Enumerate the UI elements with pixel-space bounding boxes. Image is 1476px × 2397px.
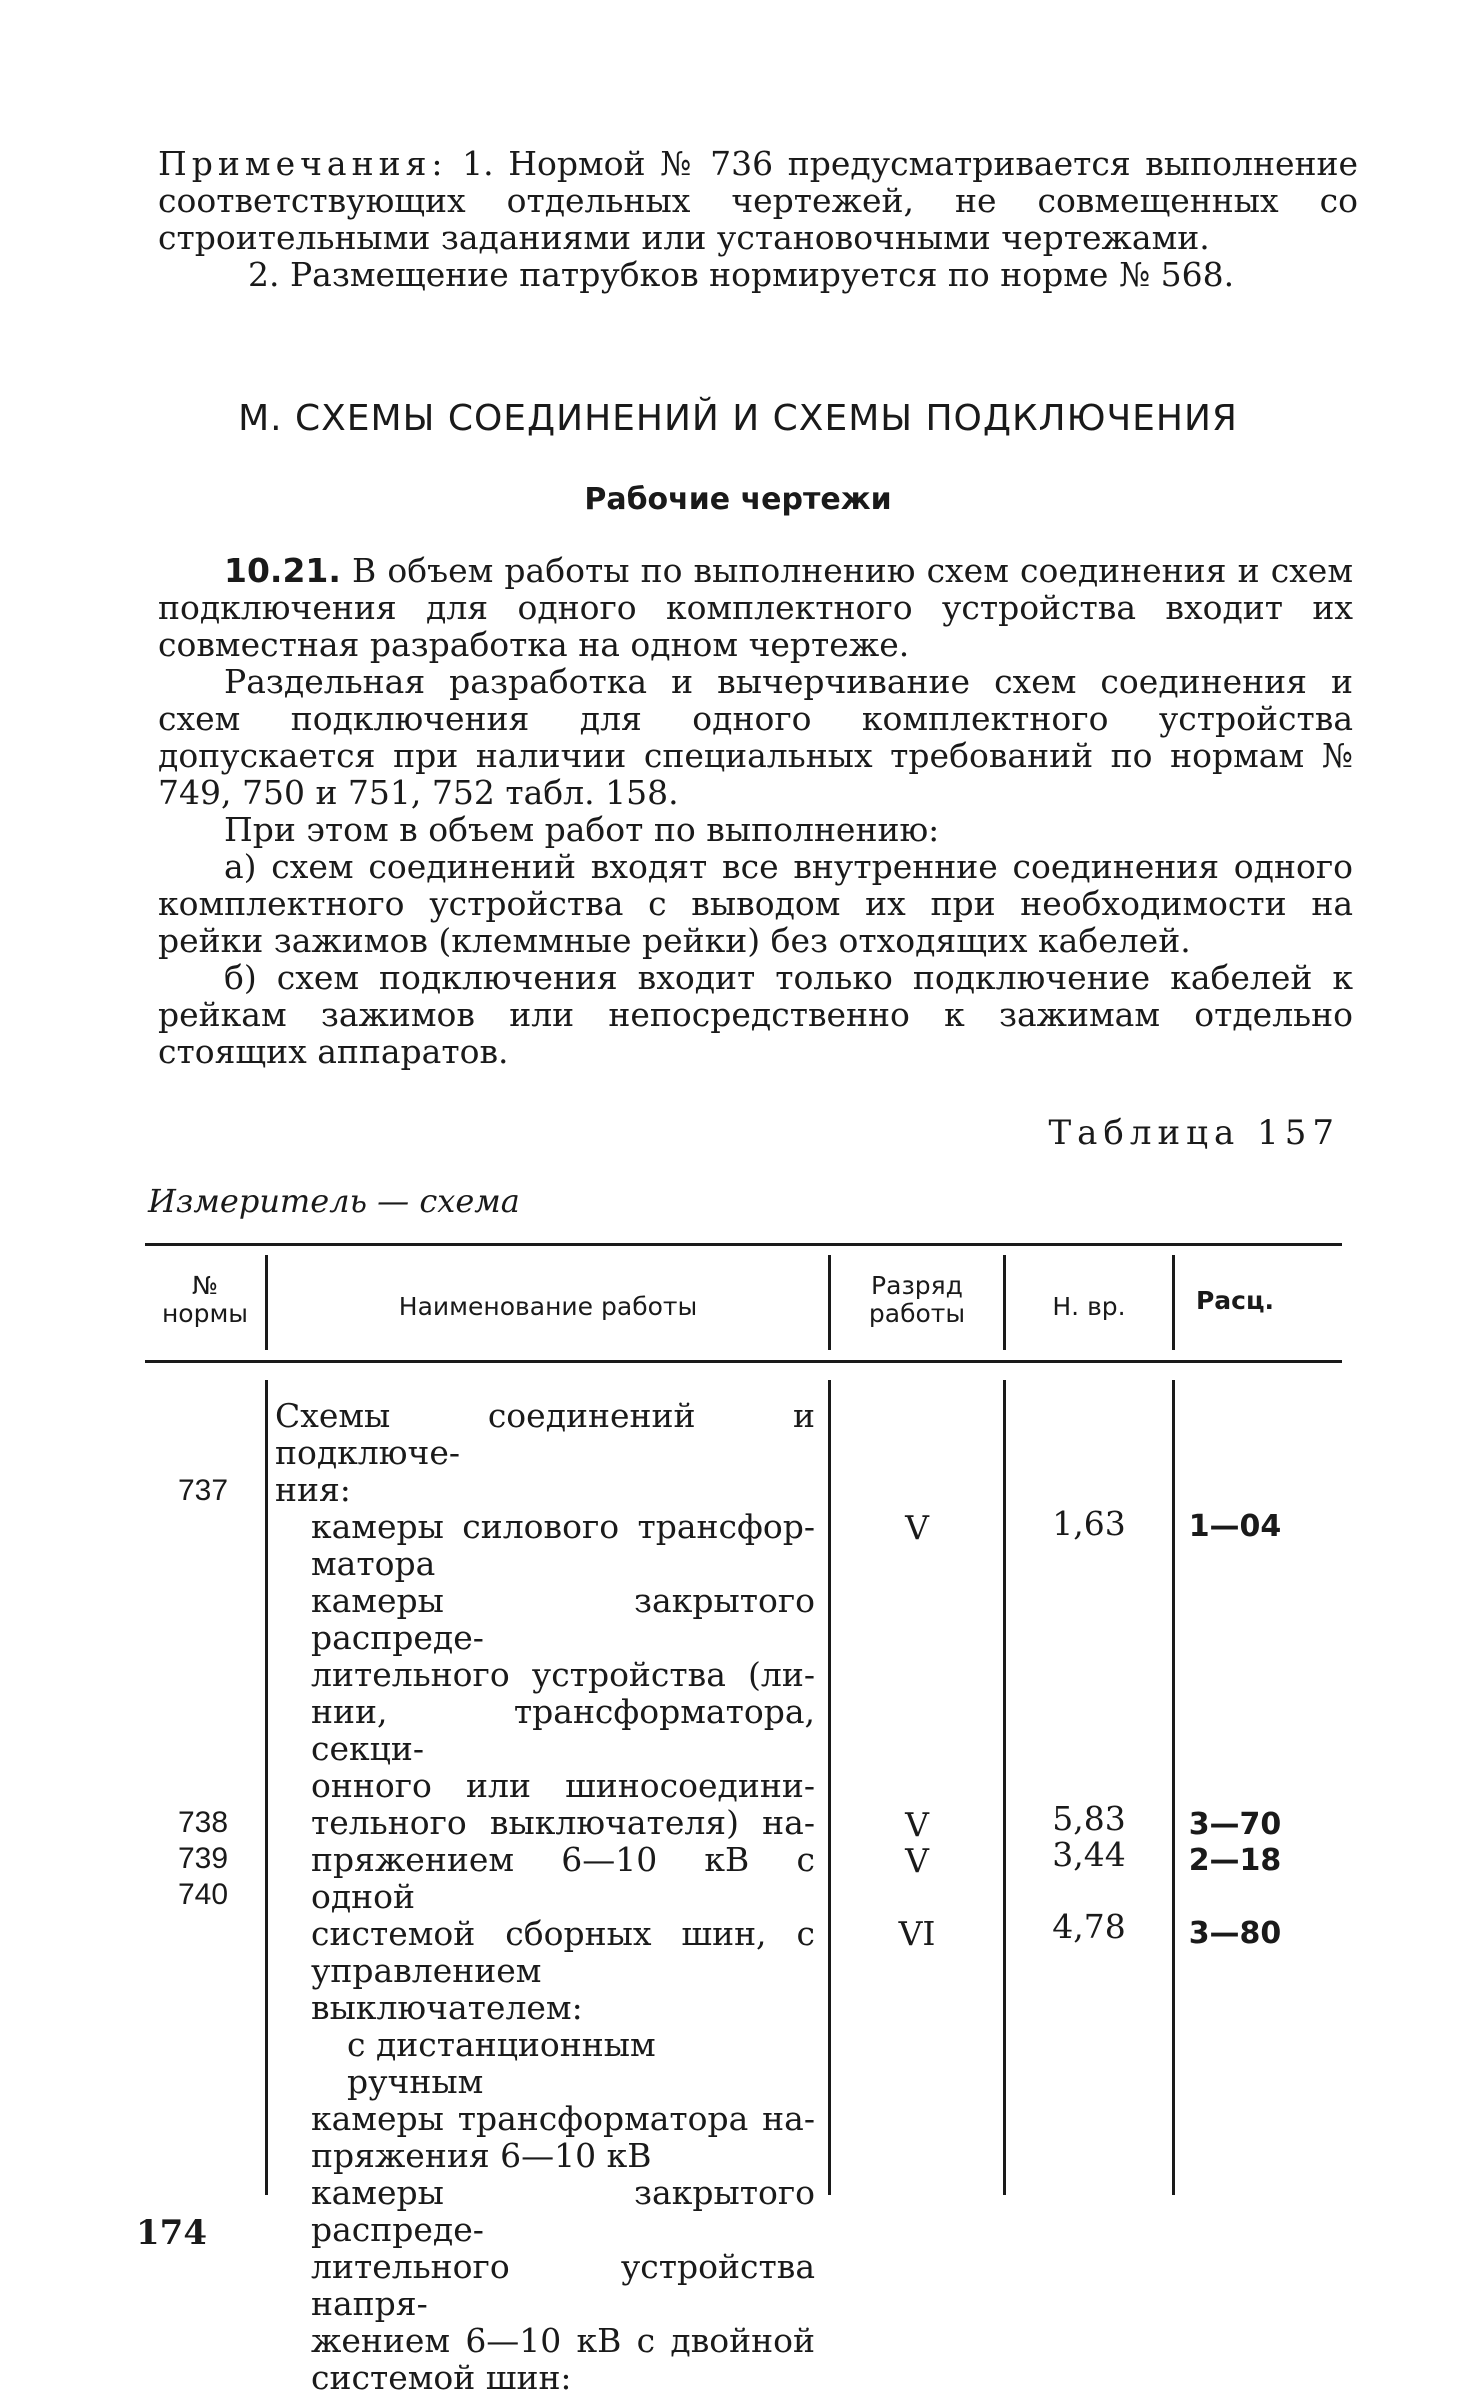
- norm-number: 737: [178, 1474, 229, 1507]
- note-2: 2. Размещение патрубков нормируется по норме № 568.: [248, 255, 1235, 294]
- paragraph-5: б) схем подключения входит только подключение кабелей к рейкам зажимов или непосредственно к зажимам отдельно стоящих аппаратов.: [158, 958, 1353, 1071]
- grade-value: V: [905, 1805, 929, 1844]
- norm-number: 739: [178, 1842, 229, 1875]
- header-name: Наименование работы: [398, 1292, 698, 1321]
- time-value: 4,78: [1052, 1907, 1126, 1946]
- column-divider-1-body: [265, 1380, 268, 2195]
- table-top-rule: [145, 1243, 1342, 1246]
- notes-label: Примечания:: [158, 144, 448, 183]
- grade-value: V: [905, 1841, 929, 1880]
- norm-number: 740: [178, 1878, 229, 1911]
- page-number: 174: [136, 2213, 207, 2253]
- note-1: 1. Нормой № 736 предусматривается выполнение соответствующих отдельных чертежей, не совмещенных со строительными заданиями или установочными чертежами.: [158, 144, 1358, 257]
- time-value: 1,63: [1052, 1504, 1126, 1543]
- subsection-title: Рабочие чертежи: [584, 482, 892, 517]
- table-header-rule: [145, 1360, 1342, 1363]
- time-value: 3,44: [1052, 1835, 1126, 1874]
- rate-value: 2—18: [1188, 1843, 1282, 1878]
- body-text: [158, 552, 1353, 1070]
- header-norm: № нормы: [161, 1271, 249, 1328]
- paragraph-4: а) схем соединений входят все внутренние соединения одного комплектного устройства с выводом их при необходимости на рейки зажимов (клеммные рейки) без отходящих кабелей.: [158, 847, 1353, 960]
- grade-value: V: [905, 1508, 929, 1547]
- norm-number: 738: [178, 1806, 229, 1839]
- column-divider-3-body: [1003, 1380, 1006, 2195]
- header-time: Н. вр.: [1052, 1292, 1126, 1321]
- clause-number: 10.21.: [224, 551, 341, 590]
- grade-value: VI: [898, 1914, 936, 1953]
- column-divider-2-body: [828, 1380, 831, 2195]
- paragraph-1: 10.21. В объем работы по выполнению схем соединения и схем подключения для одного комплектного устройства входит их совместная разработка на одном чертеже.: [158, 551, 1353, 664]
- work-description: Схемы соединений и подключе- ния: камеры силового трансфор- матора камеры закрытого распреде- лительного устройства (ли- нии, трансформатора, секци- онного или шиносоедини- тельного выключателя) на- пряжением 6—10 кВ с одной системой сборных шин, с управлением выключателем: с дистанционным ручным камеры трансформатора на- пряжения 6—10 кВ камеры закрытого распреде- лительного устройства напря- жением 6—10 кВ с двойной системой шин:: [275, 1396, 815, 2397]
- rate-value: 3—70: [1188, 1807, 1282, 1842]
- rate-value: 1—04: [1188, 1509, 1282, 1544]
- paragraph-3: При этом в объем работ по выполнению:: [224, 810, 940, 849]
- column-divider-4-body: [1172, 1380, 1175, 2195]
- header-rate: Расц.: [1195, 1286, 1275, 1315]
- section-title: М. СХЕМЫ СОЕДИНЕНИЙ И СХЕМЫ ПОДКЛЮЧЕНИЯ: [238, 398, 1238, 439]
- header-grade: Разряд работы: [868, 1271, 966, 1328]
- notes-block: [158, 145, 1358, 293]
- rate-value: 3—80: [1188, 1916, 1282, 1951]
- time-value: 5,83: [1052, 1799, 1126, 1838]
- paragraph-2: Раздельная разработка и вычерчивание схем соединения и схем подключения для одного комплектного устройства допускается при наличии специальных требований по нормам № 749, 750 и 751, 752 табл. 158.: [158, 662, 1353, 812]
- table-caption: Таблица 157: [1048, 1113, 1340, 1153]
- table-meter: Измеритель — схема: [148, 1182, 520, 1220]
